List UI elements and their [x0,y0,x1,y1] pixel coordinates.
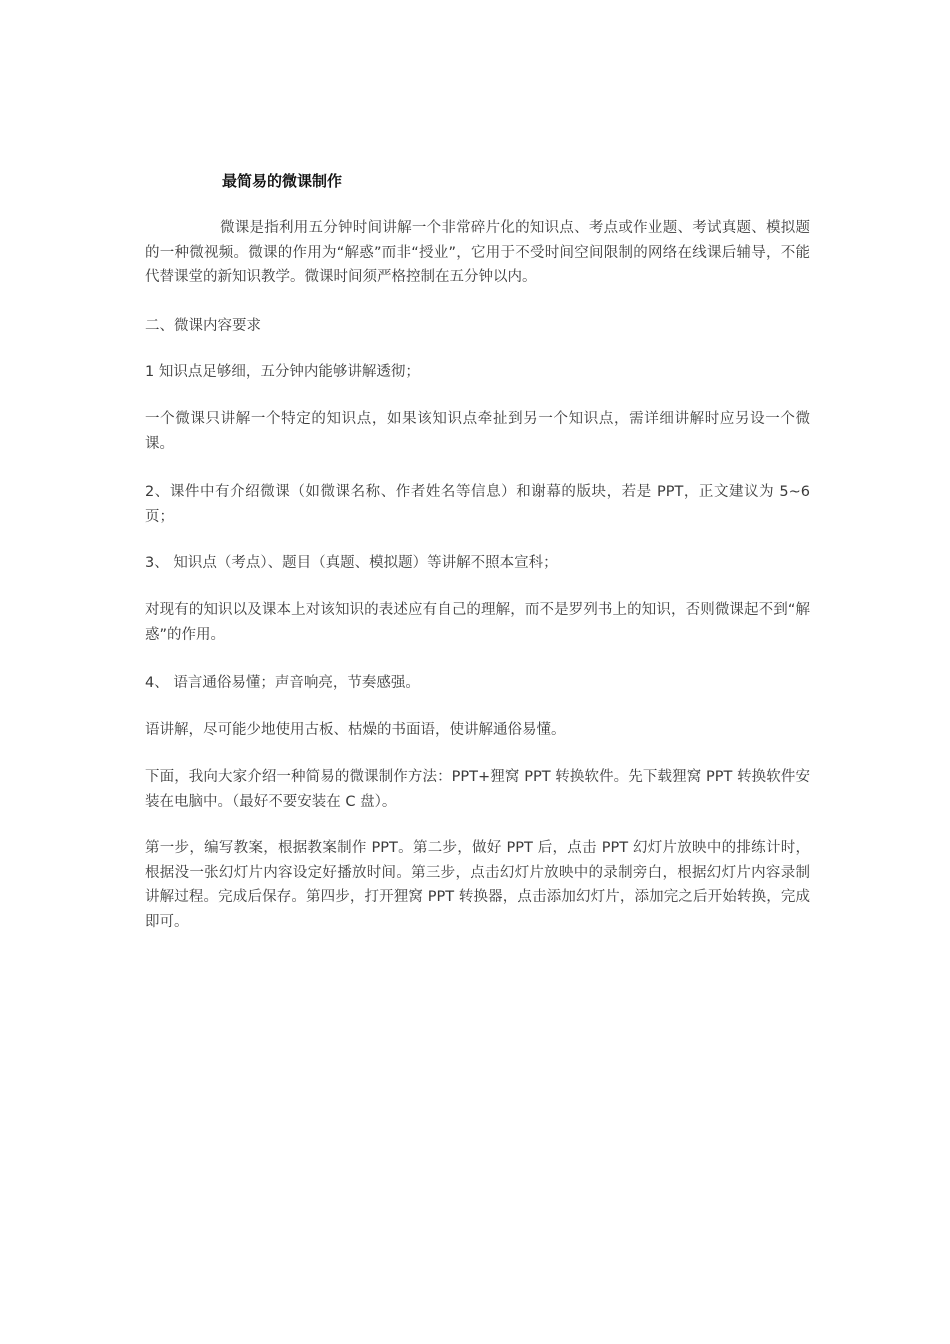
document-title: 最简易的微课制作 [222,172,343,190]
section-heading-content-requirements: 二、微课内容要求 [145,318,261,334]
method-intro-paragraph: 下面，我向大家介绍一种简易的微课制作方法：PPT+狸窝 PPT 转换软件。先下载狸窝 PPT 转换软件安装在电脑中。（最好不要安装在 C 盘）。 [145,769,810,810]
requirement-4-detail: 语讲解，尽可能少地使用古板、枯燥的书面语，使讲解通俗易懂。 [145,722,566,738]
requirement-1-heading: 1 知识点足够细，五分钟内能够讲解透彻； [145,364,420,380]
intro-paragraph: 微课是指利用五分钟时间讲解一个非常碎片化的知识点、考点或作业题、考试真题、模拟题的一种微视频。微课的作用为“解惑”而非“授业”，它用于不受时间空间限制的网络在线课后辅导，不能代替课堂的新知识教学。微课时间须严格控制在五分钟以内。 [145,220,810,285]
requirement-2-heading: 2、课件中有介绍微课（如微课名称、作者姓名等信息）和谢幕的版块，若是 PPT，正文建议为 5~6 页； [145,484,810,525]
requirement-4-heading: 4、 语言通俗易懂；声音响亮，节奏感强。 [145,675,420,691]
requirement-3-detail: 对现有的知识以及课本上对该知识的表述应有自己的理解，而不是罗列书上的知识，否则微课起不到“解惑”的作用。 [145,602,810,643]
requirement-1-detail: 一个微课只讲解一个特定的知识点，如果该知识点牵扯到另一个知识点，需详细讲解时应另设一个微课。 [145,411,810,452]
steps-paragraph: 第一步，编写教案，根据教案制作 PPT。第二步，做好 PPT 后，点击 PPT 幻灯片放映中的排练计时，根据没一张幻灯片内容设定好播放时间。第三步，点击幻灯片放映中的录制旁白，根据幻灯片内容录制讲解过程。完成后保存。第四步，打开狸窝 PPT 转换器，点击添加幻灯片，添加完之后开始转换，完成即可。 [145,840,810,930]
requirement-3-heading: 3、 知识点（考点）、题目（真题、模拟题）等讲解不照本宣科； [145,555,558,571]
